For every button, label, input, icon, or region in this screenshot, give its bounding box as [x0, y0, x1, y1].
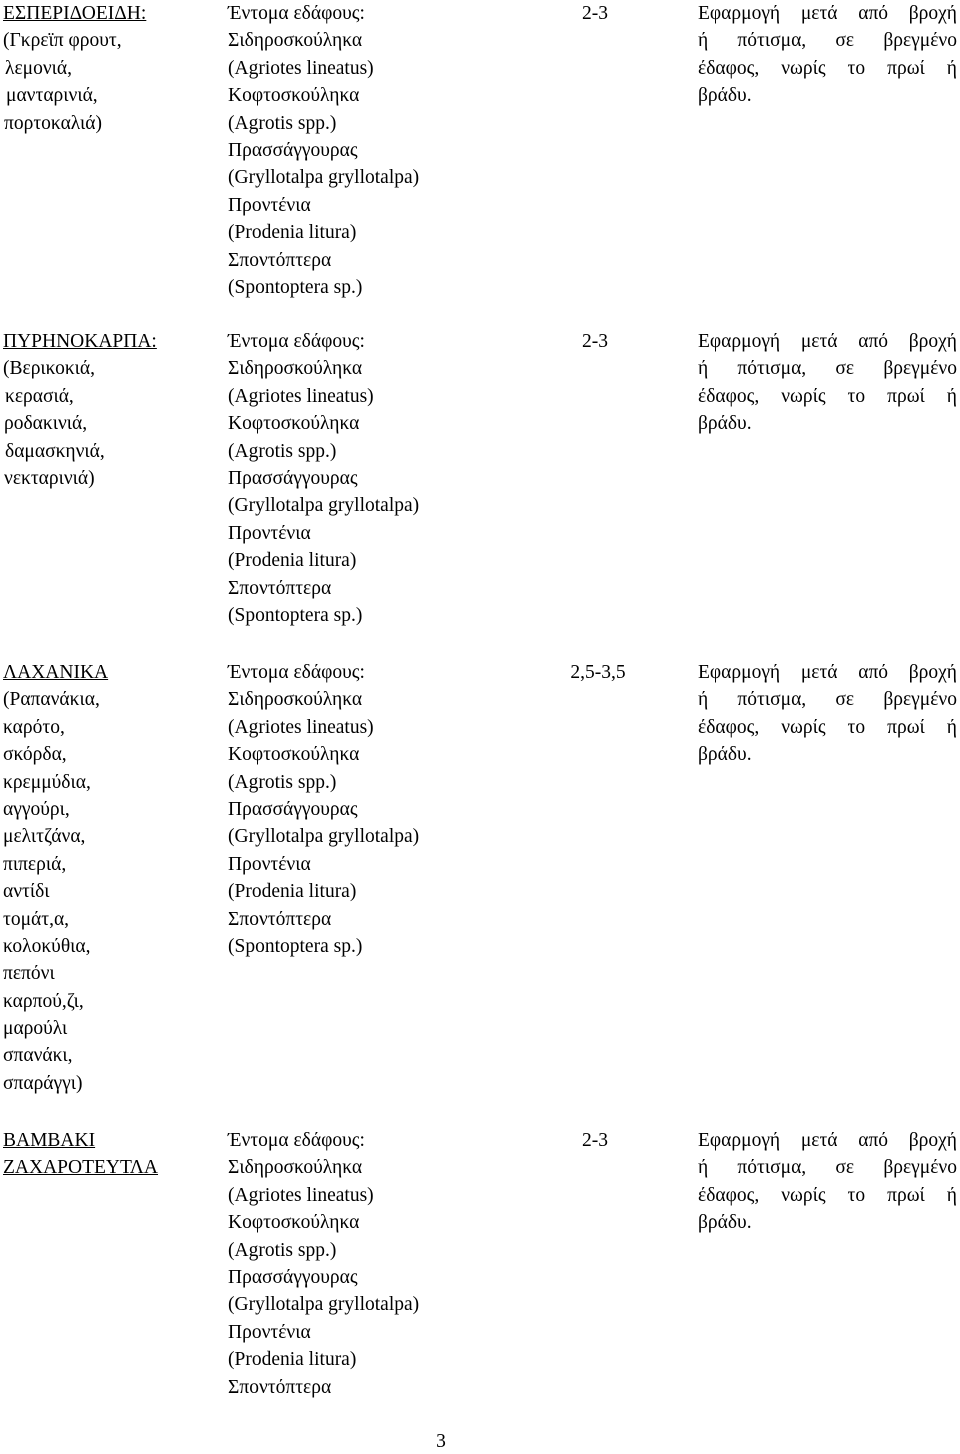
pest-line: Έντομα εδάφους: — [228, 3, 365, 24]
crop-item: πιπεριά, — [3, 853, 67, 875]
note-line: βράδυ. — [698, 744, 752, 766]
crop-item: πορτοκαλιά) — [4, 112, 102, 134]
crop-item: κερασιά, — [5, 385, 74, 407]
pest-line: Κοφτοσκούληκα — [228, 744, 360, 766]
pest-line: Έντομα εδάφους: — [228, 1130, 365, 1151]
pests-cell — [228, 659, 488, 960]
pest-line: Σιδηροσκούληκα — [228, 689, 363, 711]
page-number: 3 — [436, 1431, 446, 1452]
pest-line: (Prodenia litura) — [228, 222, 357, 244]
crop-cell — [3, 328, 218, 492]
note-line: ή πότισμα, σε βρεγμένο — [698, 358, 957, 380]
pests-cell — [228, 328, 488, 629]
crop-item: σπαράγγι) — [3, 1072, 83, 1094]
pest-line: Κοφτοσκούληκα — [228, 85, 360, 107]
note-line: βράδυ. — [698, 1212, 752, 1234]
crop-item: μαρούλι — [3, 1018, 68, 1040]
crop-item: αντίδι — [3, 881, 50, 903]
pest-line: Σιδηροσκούληκα — [228, 30, 363, 52]
crop-heading: ΠΥΡΗΝΟΚΑΡΠΑ: — [3, 331, 157, 352]
pest-line: (Agriotes lineatus) — [228, 57, 374, 79]
crop-item: κολοκύθια, — [3, 935, 91, 957]
crop-item: καρότο, — [3, 716, 65, 738]
crop-heading: ΛΑΧΑΝΙΚΑ — [3, 662, 109, 683]
pest-line: (Spontoptera sp.) — [228, 604, 363, 626]
crop-item: αγγούρι, — [3, 798, 70, 820]
note-line: έδαφος, νωρίς το πρωί ή — [698, 1184, 957, 1206]
pest-line: (Prodenia litura) — [228, 550, 357, 572]
note-line: βράδυ. — [698, 413, 752, 435]
pest-line: Σιδηροσκούληκα — [228, 358, 363, 380]
crop-item: (Ραπανάκια, — [3, 689, 100, 711]
note-line: έδαφος, νωρίς το πρωί ή — [698, 57, 957, 79]
note-line: ή πότισμα, σε βρεγμένο — [698, 689, 957, 711]
dose-cell: 2,5-3,5 — [570, 662, 626, 683]
pest-line: Σποντόπτερα — [228, 249, 332, 271]
dose-cell: 2-3 — [582, 3, 608, 24]
note-line: ή πότισμα, σε βρεγμένο — [698, 30, 957, 52]
pest-line: Προντένια — [228, 853, 311, 875]
pest-line: Σποντόπτερα — [228, 1376, 332, 1398]
pest-line: Έντομα εδάφους: — [228, 662, 365, 683]
crop-item: μελιτζάνα, — [3, 826, 86, 848]
pest-line: (Gryllotalpa gryllotalpa) — [228, 495, 420, 517]
note-line: ή πότισμα, σε βρεγμένο — [698, 1157, 957, 1179]
note-cell — [698, 0, 957, 110]
note-line: βράδυ. — [698, 85, 752, 107]
pest-line: (Agrotis spp.) — [228, 1239, 337, 1261]
pest-line: (Agriotes lineatus) — [228, 716, 374, 738]
pest-line: Προντένια — [228, 522, 311, 544]
note-cell — [698, 659, 957, 769]
pest-line: (Prodenia litura) — [228, 881, 357, 903]
pest-line: Κοφτοσκούληκα — [228, 1212, 360, 1234]
crop-cell — [3, 1127, 218, 1182]
pest-line: Κοφτοσκούληκα — [228, 413, 360, 435]
pest-line: (Gryllotalpa gryllotalpa) — [228, 167, 420, 189]
pest-line: Πρασσάγγουρας — [228, 139, 358, 161]
pest-line: (Prodenia litura) — [228, 1349, 357, 1371]
dose-cell: 2-3 — [582, 331, 608, 352]
pest-line: (Spontoptera sp.) — [228, 935, 363, 957]
crop-heading: ΒΑΜΒΑΚΙ — [3, 1130, 96, 1151]
note-line: έδαφος, νωρίς το πρωί ή — [698, 385, 957, 407]
crop-item: λεμονιά, — [5, 57, 73, 79]
crop-item: κρεμμύδια, — [3, 771, 91, 793]
crop-cell — [3, 0, 218, 137]
note-line: Εφαρμογή μετά από βροχή — [698, 3, 957, 24]
crop-item: νεκταρινιά) — [4, 467, 95, 489]
crop-item: σκόρδα, — [3, 744, 67, 766]
pest-line: (Agrotis spp.) — [228, 112, 337, 134]
pest-line: (Spontoptera sp.) — [228, 276, 363, 298]
pests-cell — [228, 1127, 488, 1401]
dose-cell: 2-3 — [582, 1130, 608, 1151]
pest-line: (Gryllotalpa gryllotalpa) — [228, 826, 420, 848]
crop-item: μανταρινιά, — [6, 85, 98, 107]
crop-heading: ΕΣΠΕΡΙΔΟΕΙΔΗ: — [3, 3, 147, 24]
note-cell — [698, 1127, 957, 1237]
pests-cell — [228, 0, 488, 301]
pest-line: Σιδηροσκούληκα — [228, 1157, 363, 1179]
pest-line: Προντένια — [228, 194, 311, 216]
crop-item: καρπού,ζι, — [3, 990, 84, 1012]
pest-line: Έντομα εδάφους: — [228, 331, 365, 352]
note-line: Εφαρμογή μετά από βροχή — [698, 1130, 957, 1151]
pest-line: Προντένια — [228, 1321, 311, 1343]
note-line: Εφαρμογή μετά από βροχή — [698, 331, 957, 352]
crop-heading: ΖΑΧΑΡΟΤΕΥΤΛΑ — [3, 1157, 159, 1179]
pest-line: Σποντόπτερα — [228, 577, 332, 599]
note-line: Εφαρμογή μετά από βροχή — [698, 662, 957, 683]
crop-item: πεπόνι — [3, 963, 55, 985]
crop-item: σπανάκι, — [3, 1045, 73, 1067]
pest-line: (Gryllotalpa gryllotalpa) — [228, 1294, 420, 1316]
pest-line: (Agriotes lineatus) — [228, 385, 374, 407]
crop-cell — [3, 659, 218, 1097]
crop-item: (Βερικοκιά, — [3, 358, 95, 380]
pest-line: Πρασσάγγουρας — [228, 798, 358, 820]
note-line: έδαφος, νωρίς το πρωί ή — [698, 716, 957, 738]
pest-line: (Agrotis spp.) — [228, 771, 337, 793]
pest-line: Πρασσάγγουρας — [228, 467, 358, 489]
pest-line: Πρασσάγγουρας — [228, 1266, 358, 1288]
crop-item: ροδακινιά, — [4, 413, 88, 435]
pest-line: (Agrotis spp.) — [228, 440, 337, 462]
crop-item: τομάτ,α, — [3, 908, 70, 930]
pest-line: Σποντόπτερα — [228, 908, 332, 930]
note-cell — [698, 328, 957, 438]
crop-item: (Γκρεϊπ φρουτ, — [3, 30, 122, 52]
pest-line: (Agriotes lineatus) — [228, 1184, 374, 1206]
crop-item: δαμασκηνιά, — [5, 440, 105, 462]
